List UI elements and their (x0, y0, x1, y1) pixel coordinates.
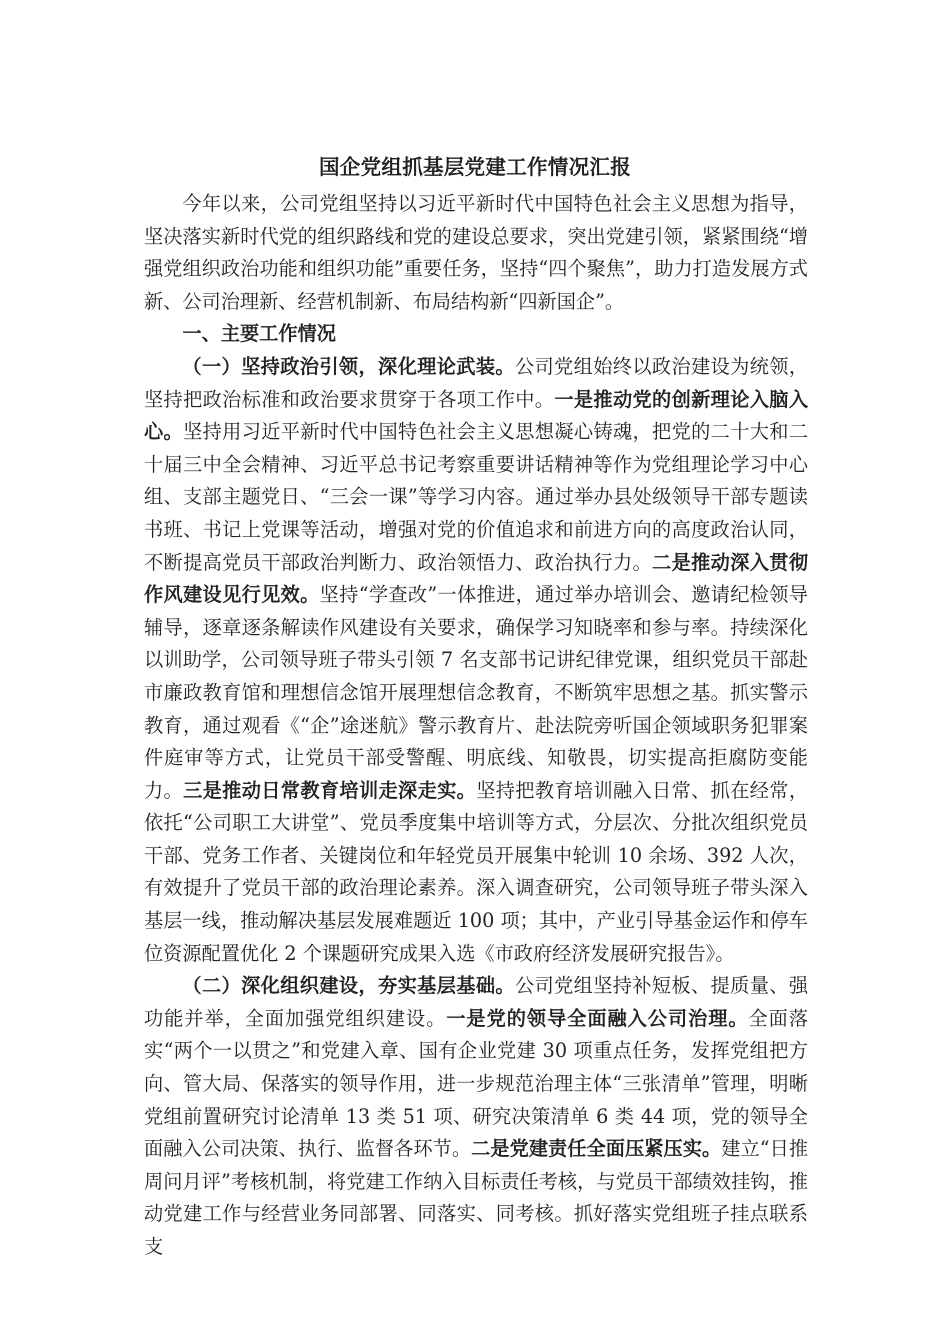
point-3-text: 坚持把教育培训融入日常、抓在经常，依托“公司职工大讲堂”、党员季度集中培训等方式，分层次、分批次组织党员干部、党务工作者、关键岗位和年轻党员开展集中轮训 10 余场、392 人次，有效提升了党员干部的政治理论素养。深入调查研究，公司领导班子带头深入基层一线，推动解决基层发展难题近 100 项；其中，产业引导基金运作和停车位资源配置优化 2 个课题研究成果入选《市政府经济发展研究报告》。 (144, 778, 809, 965)
point-2-text: 坚持“学查改”一体推进，通过举办培训会、邀请纪检领导辅导，逐章逐条解读作风建设有关要求，确保学习知晓率和参与率。持续深化以训助学，公司领导班子带头引领 7 名支部书记讲纪律党课，组织党员干部赴市廉政教育馆和理想信念馆开展理想信念教育，不断筑牢思想之基。抓实警示教育，通过观看《“企”途迷航》警示教育片、赴法院旁听国企领域职务犯罪案件庭审等方式，让党员干部受警醒、明底线、知敬畏，切实提高拒腐防变能力。 (144, 583, 808, 802)
document-body (144, 188, 808, 1264)
org-point-1-text: 全面落实“两个一以贯之”和党建入章、国有企业党建 30 项重点任务，发挥党组把方向、管大局、保落实的领导作用，进一步规范治理主体“三张清单”管理，明晰党组前置研究讨论清单 13 类 51 项、研究决策清单 6 类 44 项，党的领导全面融入公司决策、执行、监督各环节。 (144, 1006, 809, 1161)
section-heading-main-work: 一、主要工作情况 (182, 322, 336, 346)
point-1-text: 坚持用习近平新时代中国特色社会主义思想凝心铸魂，把党的二十大和二十届三中全会精神、习近平总书记考察重要讲话精神等作为党组理论学习中心组、支部主题党日、“三会一课”等学习内容。通过举办县处级领导干部专题读书班、书记上党课等活动，增强对党的价值追求和前进方向的高度政治认同，不断提高党员干部政治判断力、政治领悟力、政治执行力。 (144, 420, 809, 574)
org-point-1-title: 一是党的领导全面融入公司治理。 (446, 1006, 749, 1030)
intro-paragraph: 今年以来，公司党组坚持以习近平新时代中国特色社会主义思想为指导，坚决落实新时代党的组织路线和党的建设总要求，突出党建引领，紧紧围绕“增强党组织政治功能和组织功能”重要任务，坚持“四个聚焦”，助力打造发展方式新、公司治理新、经营机制新、布局结构新“四新国企”。 (144, 192, 808, 313)
document-title: 国企党组抓基层党建工作情况汇报 (319, 155, 631, 179)
paragraph-political-guidance (144, 351, 808, 970)
point-2-title: 二是推动深入贯彻作风建设见行见效。 (144, 550, 809, 607)
org-point-2-text: 建立“日推周问月评”考核机制，将党建工作纳入目标责任考核，与党员干部绩效挂钩，推动党建工作与经营业务同部署、同落实、同考核。抓好落实党组班子挂点联系支 (144, 1137, 809, 1258)
subsection-heading-2: （二）深化组织建设，夯实基层基础。 (182, 974, 515, 998)
paragraph-organization-building (144, 970, 808, 1263)
org-point-2-title: 二是党建责任全面压紧压实。 (471, 1137, 722, 1161)
subsection-2-intro: 公司党组坚持补短板、提质量、强功能并举，全面加强党组织建设。 (144, 974, 809, 1030)
subsection-1-intro: 公司党组始终以政治建设为统领，坚持把政治标准和政治要求贯穿于各项工作中。 (144, 354, 809, 411)
subsection-heading-1: （一）坚持政治引领，深化理论武装。 (182, 354, 515, 378)
point-3-title: 三是推动日常教育培训走深走实。 (183, 778, 477, 802)
point-1-title: 一是推动党的创新理论入脑入心。 (144, 387, 809, 444)
